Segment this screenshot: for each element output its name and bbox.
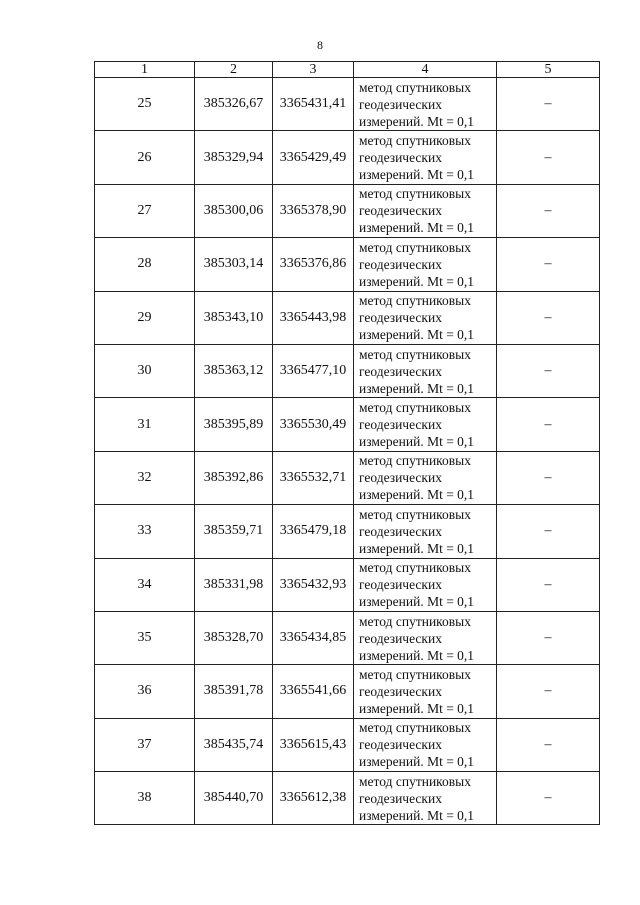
method-line: геодезических (359, 203, 442, 219)
table-row (95, 238, 600, 291)
method-line: геодезических (359, 470, 442, 486)
note-cell: – (497, 238, 600, 291)
point-number-cell: 36 (95, 665, 195, 718)
point-number-cell: 30 (95, 344, 195, 397)
point-number-cell: 34 (95, 558, 195, 611)
point-number-cell: 31 (95, 398, 195, 451)
method-cell (354, 772, 497, 825)
column-header-4: 4 (354, 62, 497, 78)
table-row (95, 611, 600, 664)
method-line: геодезических (359, 150, 442, 166)
method-line: метод спутниковых (359, 506, 471, 522)
table-row (95, 451, 600, 504)
x-coordinate-cell: 385326,67 (195, 78, 273, 131)
note-cell: – (497, 78, 600, 131)
y-coordinate-cell: 3365477,10 (273, 344, 354, 397)
method-line: геодезических (359, 256, 442, 272)
method-line: геодезических (359, 96, 442, 112)
table-row (95, 505, 600, 558)
method-line: метод спутниковых (359, 293, 471, 309)
point-number-cell: 32 (95, 451, 195, 504)
table-row (95, 344, 600, 397)
method-cell (354, 291, 497, 344)
method-line: измерений. Mt = 0,1 (359, 594, 475, 610)
method-line: метод спутниковых (359, 666, 471, 682)
note-cell: – (497, 344, 600, 397)
point-number-cell: 35 (95, 611, 195, 664)
method-line: измерений. Mt = 0,1 (359, 807, 475, 823)
note-cell: – (497, 398, 600, 451)
coordinates-table (94, 61, 600, 825)
x-coordinate-cell: 385392,86 (195, 451, 273, 504)
method-cell (354, 78, 497, 131)
method-line: геодезических (359, 417, 442, 433)
x-coordinate-cell: 385343,10 (195, 291, 273, 344)
method-line: измерений. Mt = 0,1 (359, 434, 475, 450)
method-line: измерений. Mt = 0,1 (359, 220, 475, 236)
method-line: метод спутниковых (359, 186, 471, 202)
method-cell (354, 718, 497, 771)
point-number-cell: 26 (95, 131, 195, 184)
y-coordinate-cell: 3365429,49 (273, 131, 354, 184)
table-row (95, 558, 600, 611)
table-row (95, 398, 600, 451)
table-row (95, 131, 600, 184)
method-line: измерений. Mt = 0,1 (359, 167, 475, 183)
y-coordinate-cell: 3365432,93 (273, 558, 354, 611)
method-line: метод спутниковых (359, 79, 471, 95)
x-coordinate-cell: 385329,94 (195, 131, 273, 184)
method-cell (354, 451, 497, 504)
y-coordinate-cell: 3365378,90 (273, 184, 354, 237)
method-cell (354, 665, 497, 718)
method-line: геодезических (359, 363, 442, 379)
method-line: измерений. Mt = 0,1 (359, 113, 475, 129)
method-line: геодезических (359, 683, 442, 699)
x-coordinate-cell: 385395,89 (195, 398, 273, 451)
x-coordinate-cell: 385359,71 (195, 505, 273, 558)
method-cell (354, 238, 497, 291)
y-coordinate-cell: 3365532,71 (273, 451, 354, 504)
method-line: метод спутниковых (359, 773, 471, 789)
column-header-5: 5 (497, 62, 600, 78)
method-cell (354, 344, 497, 397)
method-line: метод спутниковых (359, 346, 471, 362)
point-number-cell: 38 (95, 772, 195, 825)
method-cell (354, 184, 497, 237)
method-line: измерений. Mt = 0,1 (359, 273, 475, 289)
method-line: геодезических (359, 523, 442, 539)
x-coordinate-cell: 385300,06 (195, 184, 273, 237)
point-number-cell: 37 (95, 718, 195, 771)
table-row (95, 665, 600, 718)
y-coordinate-cell: 3365530,49 (273, 398, 354, 451)
method-line: геодезических (359, 310, 442, 326)
method-line: метод спутниковых (359, 560, 471, 576)
method-line: метод спутниковых (359, 239, 471, 255)
y-coordinate-cell: 3365612,38 (273, 772, 354, 825)
note-cell: – (497, 131, 600, 184)
column-header-3: 3 (273, 62, 354, 78)
column-header-2: 2 (195, 62, 273, 78)
y-coordinate-cell: 3365541,66 (273, 665, 354, 718)
page-number: 8 (317, 38, 323, 52)
x-coordinate-cell: 385328,70 (195, 611, 273, 664)
method-line: измерений. Mt = 0,1 (359, 327, 475, 343)
point-number-cell: 27 (95, 184, 195, 237)
x-coordinate-cell: 385303,14 (195, 238, 273, 291)
method-cell (354, 398, 497, 451)
method-cell (354, 131, 497, 184)
method-line: метод спутниковых (359, 613, 471, 629)
method-cell (354, 558, 497, 611)
method-line: геодезических (359, 577, 442, 593)
table-body (95, 78, 600, 825)
method-line: метод спутниковых (359, 720, 471, 736)
x-coordinate-cell: 385363,12 (195, 344, 273, 397)
method-cell (354, 505, 497, 558)
column-header-1: 1 (95, 62, 195, 78)
method-line: геодезических (359, 790, 442, 806)
note-cell: – (497, 665, 600, 718)
note-cell: – (497, 451, 600, 504)
y-coordinate-cell: 3365443,98 (273, 291, 354, 344)
y-coordinate-cell: 3365615,43 (273, 718, 354, 771)
point-number-cell: 29 (95, 291, 195, 344)
method-line: измерений. Mt = 0,1 (359, 540, 475, 556)
method-line: измерений. Mt = 0,1 (359, 487, 475, 503)
y-coordinate-cell: 3365479,18 (273, 505, 354, 558)
table-header-row (95, 62, 600, 78)
point-number-cell: 28 (95, 238, 195, 291)
method-line: измерений. Mt = 0,1 (359, 700, 475, 716)
method-line: измерений. Mt = 0,1 (359, 380, 475, 396)
point-number-cell: 25 (95, 78, 195, 131)
y-coordinate-cell: 3365431,41 (273, 78, 354, 131)
table-row (95, 772, 600, 825)
x-coordinate-cell: 385391,78 (195, 665, 273, 718)
x-coordinate-cell: 385440,70 (195, 772, 273, 825)
note-cell: – (497, 505, 600, 558)
y-coordinate-cell: 3365376,86 (273, 238, 354, 291)
note-cell: – (497, 558, 600, 611)
x-coordinate-cell: 385331,98 (195, 558, 273, 611)
table-row (95, 184, 600, 237)
point-number-cell: 33 (95, 505, 195, 558)
method-line: измерений. Mt = 0,1 (359, 754, 475, 770)
table-row (95, 291, 600, 344)
note-cell: – (497, 718, 600, 771)
note-cell: – (497, 184, 600, 237)
x-coordinate-cell: 385435,74 (195, 718, 273, 771)
table-row (95, 718, 600, 771)
method-line: метод спутниковых (359, 453, 471, 469)
method-line: геодезических (359, 630, 442, 646)
table-row (95, 78, 600, 131)
method-line: метод спутниковых (359, 400, 471, 416)
method-line: измерений. Mt = 0,1 (359, 647, 475, 663)
y-coordinate-cell: 3365434,85 (273, 611, 354, 664)
note-cell: – (497, 611, 600, 664)
method-cell (354, 611, 497, 664)
method-line: метод спутниковых (359, 133, 471, 149)
method-line: геодезических (359, 737, 442, 753)
note-cell: – (497, 772, 600, 825)
note-cell: – (497, 291, 600, 344)
